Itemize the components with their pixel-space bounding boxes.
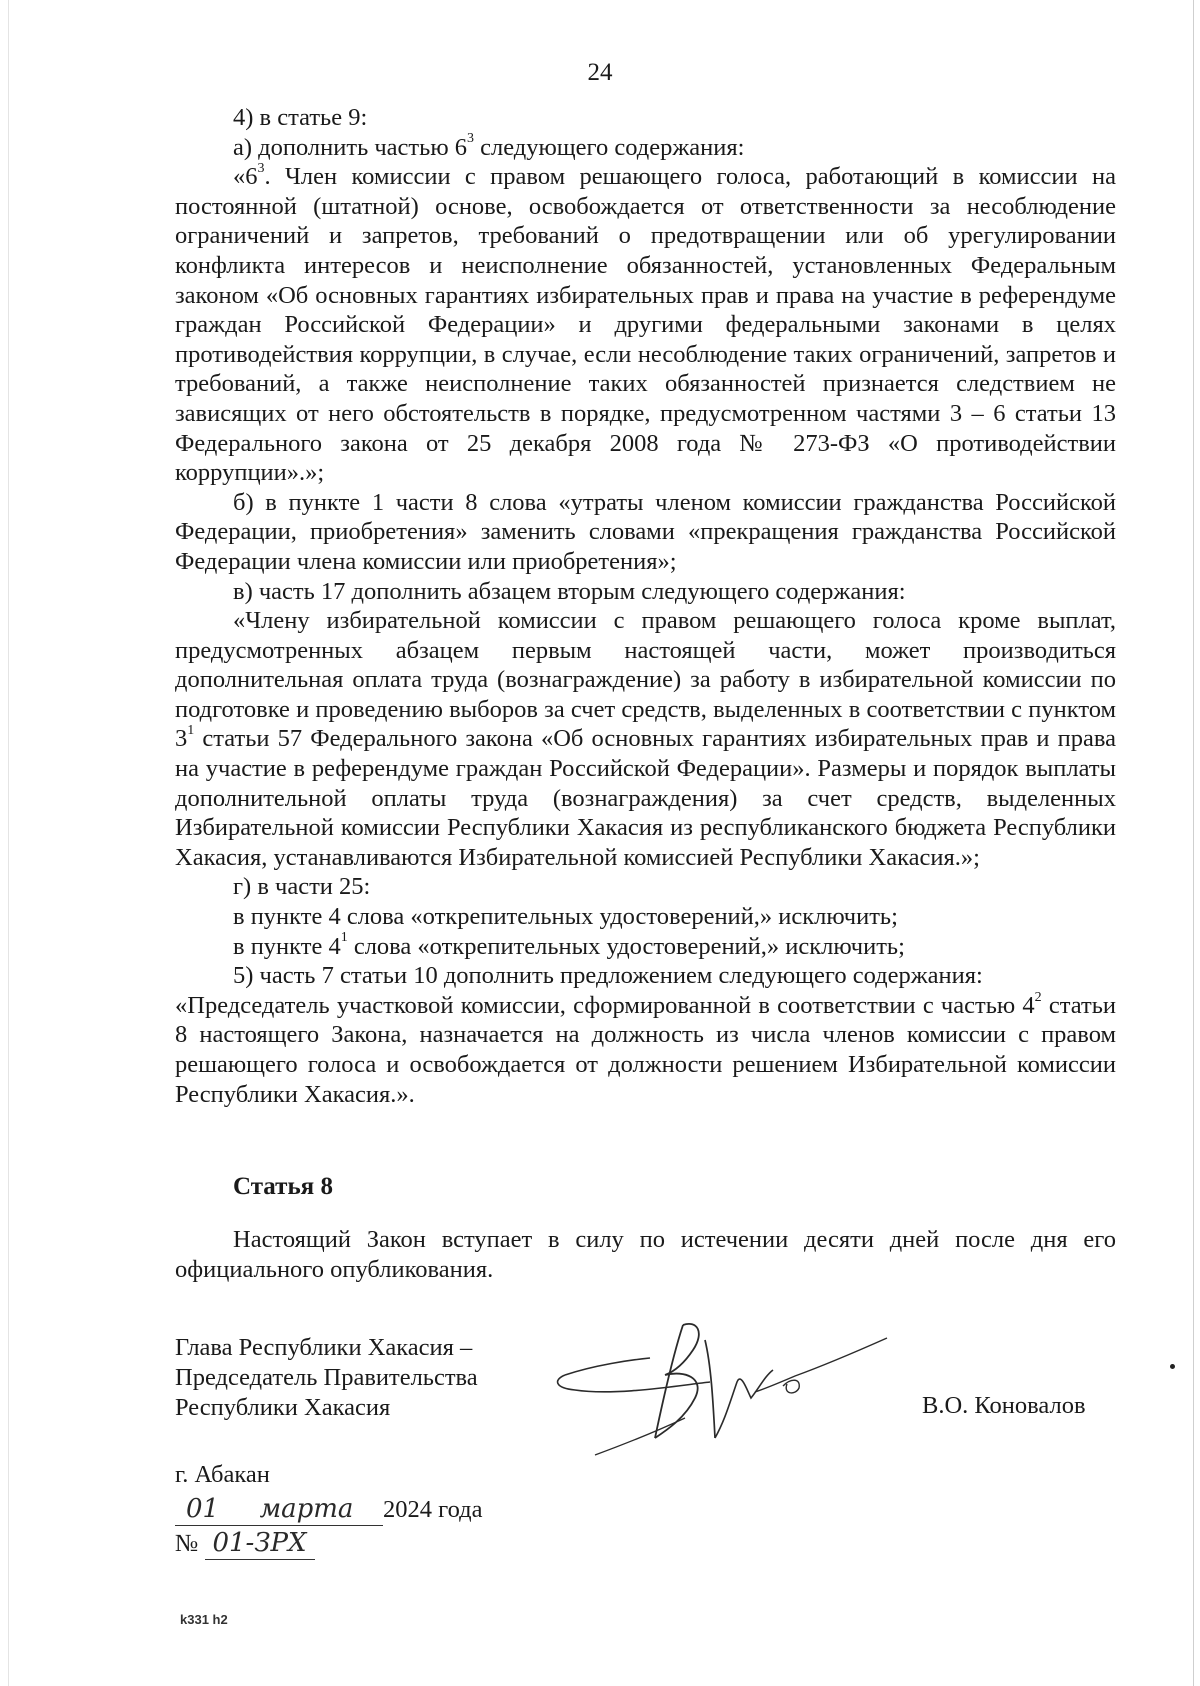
handwritten-text: 01-ЗРХ — [212, 1528, 307, 1558]
handwritten-signature — [555, 1320, 895, 1470]
paragraph-text: 4) в статье 9: — [233, 104, 368, 131]
paragraph-b — [175, 488, 1116, 577]
handwritten-text: 01 — [185, 1494, 220, 1524]
law-number-line — [175, 1528, 315, 1560]
paragraph-text: б) в пункте 1 части 8 слова «утраты членом комиссии гражданства Российской Федерации, приобретения» заменить словами «прекращения гражданства Российской Федерации члена комиссии или приобретения»; — [175, 488, 1116, 575]
article-text-block — [175, 1225, 1116, 1284]
paragraph-a — [175, 133, 1116, 163]
paragraph-text: в) часть 17 дополнить абзацем вторым следующего содержания: — [233, 577, 906, 605]
paragraph-text: 5) часть 7 статьи 10 дополнить предложением следующего содержания: — [233, 962, 983, 990]
scan-edge-right — [1193, 0, 1194, 1686]
article-text: Настоящий Закон вступает в силу по истечении десяти дней после дня его официального опубликования. — [175, 1226, 1116, 1283]
paragraph-text: статьи 57 Федерального закона «Об основных гарантиях избирательных прав и права на участие в референдуме граждан Российской Федерации». Размеры и порядок выплаты дополнительной оплаты труда (вознаграждения) за счет средств, выделенных Избирательной комиссии Республики Хакасия из республиканского бюджета Республики Хакасия, устанавливаются Избирательной комиссией Республики Хакасия.»; — [175, 725, 1116, 871]
paragraph-text: . Член комиссии с правом решающего голоса, работающий в комиссии на постоянной (штатной) основе, освобождается от ответственности за несоблюдение ограничений и запретов, требований о предотвращении или об урегулировании конфликта интересов и неисполнение обязанностей, установленных Федеральным законом «Об основных гарантиях избирательных прав и права на участие в референдуме граждан Российской Федерации» и другими федеральными законами в целях противодействия коррупции, в случае, если несоблюдение таких ограничений, запретов и требований, а также неисполнение таких обязанностей признается следствием не зависящих от него обстоятельств в порядке, предусмотренном частями 3 – 6 статьи 13 Федерального закона от 25 декабря 2008 года № 273-ФЗ «О противодействии коррупции».»; — [175, 163, 1116, 487]
number-sign: № — [175, 1530, 199, 1557]
paragraph-g — [175, 872, 1116, 902]
paragraph-quote-part17 — [175, 606, 1116, 872]
paragraph-v — [175, 577, 1116, 607]
paragraph-text: слова «открепительных удостоверений,» исключить; — [347, 932, 905, 960]
paragraph-quote-chairman — [175, 991, 1116, 1109]
paragraph-quote-6-3 — [175, 162, 1116, 488]
date-day-handwritten — [175, 1494, 230, 1526]
paragraph-text: а) дополнить частью 6 — [233, 133, 467, 161]
superscript: 3 — [257, 161, 265, 177]
city: г. Абакан — [175, 1461, 270, 1488]
paragraph-text: в пункте 4 — [233, 932, 341, 960]
footer-code: k331 h2 — [180, 1612, 228, 1627]
superscript: 1 — [187, 723, 195, 739]
superscript: 1 — [340, 930, 348, 946]
scan-edge-left — [8, 0, 9, 1686]
paragraph-text: «Члену избирательной комиссии с правом решающего голоса кроме выплат, предусмотренных абзацем первым настоящей части, может производиться дополнительная оплата труда (вознаграждение) за работу в избирательной комиссии по подготовке и проведению выборов за счет средств, выделенных в соответствии с пунктом 3 — [175, 607, 1116, 753]
signer-title-line: Республики Хакасия — [175, 1394, 391, 1421]
paragraph-text: «6 — [233, 163, 258, 191]
document-body — [175, 103, 1116, 1109]
signer-title — [175, 1333, 478, 1423]
paragraph-text: следующего содержания: — [474, 133, 745, 161]
paragraph-point4-1 — [175, 932, 1116, 962]
signer-title-line: Председатель Правительства — [175, 1364, 478, 1391]
paragraph-text: г) в части 25: — [233, 873, 371, 901]
page-number: 24 — [587, 59, 613, 86]
paragraph-point4 — [175, 902, 1116, 932]
signer-title-line: Глава Республики Хакасия – — [175, 1334, 473, 1361]
law-number-handwritten — [205, 1528, 315, 1560]
date-line — [175, 1494, 482, 1526]
article-heading: Статья 8 — [233, 1173, 333, 1200]
paragraph-text: статьи 8 настоящего Закона, назначается на должность из числа членов комиссии с правом решающего голоса и освобождается от должности решением Избирательной комиссии Республики Хакасия.». — [175, 991, 1116, 1108]
paragraph-article10 — [175, 961, 1116, 991]
date-year: 2024 года — [383, 1496, 483, 1523]
paragraph-article9 — [175, 103, 1116, 133]
superscript: 2 — [1034, 989, 1042, 1005]
superscript: 3 — [467, 131, 474, 147]
paragraph-text: в пункте 4 слова «открепительных удостоверений,» исключить; — [233, 903, 898, 931]
date-month-handwritten — [230, 1494, 383, 1526]
handwritten-text: марта — [259, 1494, 354, 1524]
paragraph-text: «Председатель участковой комиссии, сформированной в соответствии с частью 4 — [175, 991, 1035, 1019]
signer-name: В.О. Коновалов — [922, 1392, 1086, 1419]
margin-mark — [1170, 1364, 1175, 1369]
